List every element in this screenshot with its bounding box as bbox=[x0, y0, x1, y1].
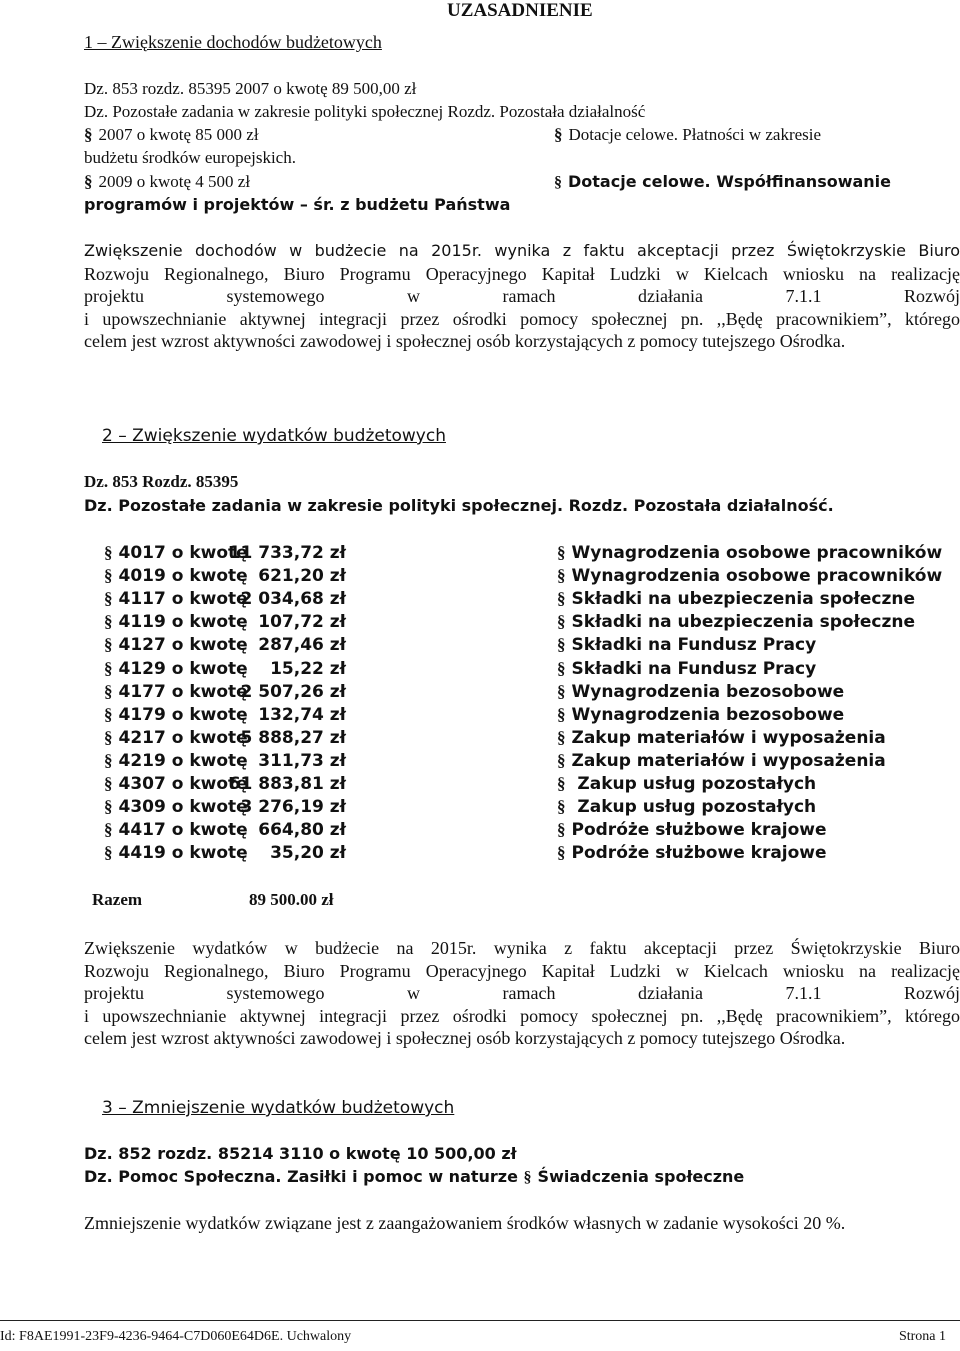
expense-code: § 4417 o kwotę bbox=[104, 820, 248, 841]
expense-code: § 4017 o kwotę bbox=[104, 543, 248, 563]
paragraph-icon: § bbox=[557, 589, 566, 609]
expense-code: § 4307 o kwotę bbox=[104, 774, 248, 794]
expense-description: § Wynagrodzenia bezosobowe bbox=[557, 704, 845, 725]
expense-amount: 287,46 zł bbox=[258, 635, 346, 656]
expense-row bbox=[84, 774, 960, 797]
paragraph-icon: § bbox=[557, 612, 566, 632]
expense-row bbox=[84, 843, 960, 866]
expense-row bbox=[84, 751, 960, 774]
expense-code: § 4129 o kwotę bbox=[104, 658, 248, 679]
paragraph-icon: § bbox=[557, 797, 566, 817]
expense-row bbox=[84, 705, 960, 728]
section-1-paragraph bbox=[84, 240, 960, 353]
paragraph-icon: § bbox=[523, 1169, 532, 1186]
expense-amount: 11 733,72 zł bbox=[228, 543, 346, 563]
paragraph-line: Rozwoju Regionalnego, Biuro Programu Operacyjnego Kapitał Ludzki w Kielcach wniosku na realizację bbox=[84, 263, 960, 284]
expense-row bbox=[84, 797, 960, 820]
paragraph-icon: § bbox=[557, 658, 566, 678]
section-1-line-3b: § Dotacje celowe. Płatności w zakresie bbox=[554, 125, 822, 144]
expense-amount: 61 883,81 zł bbox=[228, 774, 346, 794]
expense-amount: 15,22 zł bbox=[270, 658, 346, 679]
paragraph-icon: § bbox=[104, 727, 113, 747]
paragraph-icon: § bbox=[84, 172, 93, 191]
paragraph-line: Zwiększenie wydatków w budżecie na 2015r. wynika z faktu akceptacji przez Świętokrzyskie Biuro bbox=[84, 938, 960, 958]
expense-code: § 4127 o kwotę bbox=[104, 635, 248, 656]
paragraph-icon: § bbox=[557, 566, 566, 586]
paragraph-icon: § bbox=[557, 704, 566, 724]
expense-row bbox=[84, 820, 960, 843]
expense-code: § 4117 o kwotę bbox=[104, 589, 248, 610]
paragraph-icon: § bbox=[104, 566, 113, 586]
paragraph-line: Zwiększenie dochodów w budżecie na 2015r. wynika z faktu akceptacji przez Świętokrzyskie Biuro bbox=[84, 241, 960, 260]
expense-description: § Zakup usług pozostałych bbox=[557, 797, 817, 818]
paragraph-icon: § bbox=[554, 125, 563, 144]
expense-amount: 3 276,19 zł bbox=[240, 797, 346, 818]
expense-description: § Podróże służbowe krajowe bbox=[557, 843, 827, 864]
expense-description: § Zakup usług pozostałych bbox=[557, 774, 817, 794]
total-value: 89 500.00 zł bbox=[249, 890, 334, 909]
paragraph-icon: § bbox=[557, 820, 566, 840]
paragraph-line: projektu systemowego w ramach działania 7.1.1 Rozwój bbox=[84, 286, 960, 306]
section-1-line-3a: § 2007 o kwotę 85 000 zł bbox=[84, 125, 259, 144]
expense-row bbox=[84, 635, 960, 658]
expense-row bbox=[84, 659, 960, 682]
expense-code: § 4219 o kwotę bbox=[104, 750, 248, 771]
expense-description: § Składki na Fundusz Pracy bbox=[557, 658, 817, 679]
expense-amount: 5 888,27 zł bbox=[240, 727, 346, 748]
expense-description: § Podróże służbowe krajowe bbox=[557, 820, 827, 841]
document-heading: UZASADNIENIE bbox=[447, 0, 593, 21]
section-2-line-1: Dz. 853 Rozdz. 85395 bbox=[84, 472, 239, 491]
expense-row bbox=[84, 543, 960, 566]
expense-code: § 4119 o kwotę bbox=[104, 612, 248, 633]
expense-row bbox=[84, 566, 960, 589]
paragraph-icon: § bbox=[104, 820, 113, 840]
total-label: Razem bbox=[92, 890, 143, 909]
section-1-line-5b: § Dotacje celowe. Współfinansowanie bbox=[554, 172, 892, 191]
section-2-paragraph bbox=[84, 937, 960, 1050]
paragraph-icon: § bbox=[557, 727, 566, 747]
expense-row bbox=[84, 728, 960, 751]
paragraph-icon: § bbox=[557, 750, 566, 770]
expense-amount: 2 507,26 zł bbox=[240, 681, 346, 702]
section-1-line-6: programów i projektów – śr. z budżetu Państwa bbox=[84, 195, 511, 214]
section-3-line-2: Dz. Pomoc Społeczna. Zasiłki i pomoc w naturze § Świadczenia społeczne bbox=[84, 1167, 745, 1186]
expense-code: § 4419 o kwotę bbox=[104, 843, 248, 864]
expense-code: § 4217 o kwotę bbox=[104, 727, 248, 748]
expense-code: § 4177 o kwotę bbox=[104, 681, 248, 702]
footer-id: Id: F8AE1991-23F9-4236-9464-C7D060E64D6E. Uchwalony bbox=[0, 1329, 352, 1344]
paragraph-icon: § bbox=[104, 658, 113, 678]
expense-description: § Składki na ubezpieczenia społeczne bbox=[557, 612, 915, 633]
paragraph-icon: § bbox=[104, 797, 113, 817]
paragraph-icon: § bbox=[554, 174, 562, 191]
section-2-line-2: Dz. Pozostałe zadania w zakresie polityki społecznej. Rozdz. Pozostała działalność. bbox=[84, 496, 834, 515]
expense-row bbox=[84, 682, 960, 705]
expense-row bbox=[84, 612, 960, 635]
section-2-title: 2 – Zwiększenie wydatków budżetowych bbox=[102, 426, 446, 446]
expense-amount: 107,72 zł bbox=[258, 612, 346, 633]
expense-description: § Zakup materiałów i wyposażenia bbox=[557, 750, 886, 771]
paragraph-icon: § bbox=[104, 635, 113, 655]
expense-code: § 4019 o kwotę bbox=[104, 566, 248, 587]
expense-code: § 4179 o kwotę bbox=[104, 704, 248, 725]
section-3-line-1: Dz. 852 rozdz. 85214 3110 o kwotę 10 500,00 zł bbox=[84, 1144, 517, 1163]
expense-description: § Wynagrodzenia osobowe pracowników bbox=[557, 543, 943, 563]
paragraph-icon: § bbox=[104, 704, 113, 724]
paragraph-icon: § bbox=[557, 774, 566, 793]
section-3-title: 3 – Zmniejszenie wydatków budżetowych bbox=[102, 1098, 455, 1118]
section-1-title: 1 – Zwiększenie dochodów budżetowych bbox=[84, 32, 382, 52]
expense-amount: 35,20 zł bbox=[270, 843, 346, 864]
footer-divider bbox=[0, 1320, 960, 1321]
section-1-line-4: budżetu środków europejskich. bbox=[84, 148, 296, 167]
paragraph-icon: § bbox=[104, 750, 113, 770]
section-1-line-1: Dz. 853 rozdz. 85395 2007 o kwotę 89 500,00 zł bbox=[84, 79, 417, 98]
section-1-line-2: Dz. Pozostałe zadania w zakresie polityki społecznej Rozdz. Pozostała działalność bbox=[84, 102, 646, 121]
paragraph-icon: § bbox=[104, 681, 113, 701]
paragraph-icon: § bbox=[557, 681, 566, 701]
footer-page-number: Strona 1 bbox=[898, 1329, 946, 1344]
expense-description: § Składki na Fundusz Pracy bbox=[557, 635, 817, 656]
expense-code: § 4309 o kwotę bbox=[104, 797, 248, 818]
paragraph-line: celem jest wzrost aktywności zawodowej i społecznej osób korzystających z pomocy tutejszego Ośrodka. bbox=[84, 331, 846, 351]
paragraph-line: projektu systemowego w ramach działania 7.1.1 Rozwój bbox=[84, 983, 960, 1003]
paragraph-icon: § bbox=[104, 543, 113, 562]
paragraph-line: celem jest wzrost aktywności zawodowej i społecznej osób korzystających z pomocy tutejszego Ośrodka. bbox=[84, 1028, 846, 1048]
expense-amount: 311,73 zł bbox=[258, 750, 346, 771]
paragraph-icon: § bbox=[84, 125, 93, 144]
expense-amount: 2 034,68 zł bbox=[240, 589, 346, 610]
expense-description: § Zakup materiałów i wyposażenia bbox=[557, 727, 886, 748]
expense-amount: 621,20 zł bbox=[258, 566, 346, 587]
section-3-paragraph: Zmniejszenie wydatków związane jest z zaangażowaniem środków własnych w zadanie wysokości 20 %. bbox=[84, 1213, 846, 1233]
expense-amount: 132,74 zł bbox=[258, 704, 346, 725]
paragraph-line: i upowszechnianie aktywnej integracji przez ośrodki pomocy społecznej pn. ,,Będę pracownikiem”, którego bbox=[84, 308, 960, 329]
expense-amount: 664,80 zł bbox=[258, 820, 346, 841]
expense-description: § Wynagrodzenia bezosobowe bbox=[557, 681, 845, 702]
paragraph-icon: § bbox=[557, 543, 566, 562]
paragraph-icon: § bbox=[104, 612, 113, 632]
section-1-line-5a: § 2009 o kwotę 4 500 zł bbox=[84, 172, 251, 191]
paragraph-icon: § bbox=[557, 635, 566, 655]
paragraph-icon: § bbox=[104, 589, 113, 609]
paragraph-line: i upowszechnianie aktywnej integracji przez ośrodki pomocy społecznej pn. ,,Będę pracownikiem”, którego bbox=[84, 1005, 960, 1026]
paragraph-line: Rozwoju Regionalnego, Biuro Programu Operacyjnego Kapitał Ludzki w Kielcach wniosku na realizację bbox=[84, 960, 960, 981]
paragraph-icon: § bbox=[104, 774, 113, 793]
expense-row bbox=[84, 589, 960, 612]
paragraph-icon: § bbox=[104, 843, 113, 863]
paragraph-icon: § bbox=[557, 843, 566, 863]
expense-description: § Składki na ubezpieczenia społeczne bbox=[557, 589, 915, 610]
expense-description: § Wynagrodzenia osobowe pracowników bbox=[557, 566, 943, 587]
